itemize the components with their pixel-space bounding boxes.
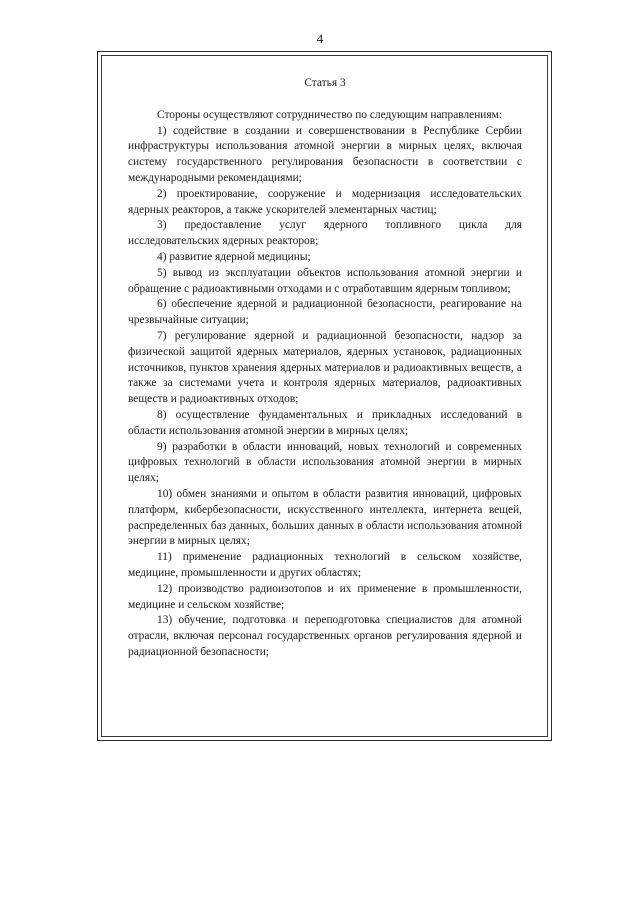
list-item: 6) обеспечение ядерной и радиационной безопасности, реагирование на чрезвычайные ситуации; bbox=[128, 298, 522, 327]
article-title: Статья 3 bbox=[304, 77, 346, 89]
list-item: 11) применение радиационных технологий в сельском хозяйстве, медицине, промышленности и других областях; bbox=[128, 551, 522, 579]
list-item: 5) вывод из эксплуатации объектов использования атомной энергии и обращение с радиоактивными отходами и с отработавшим ядерным топливом; bbox=[128, 266, 522, 295]
list-item: 9) разработки в области инноваций, новых технологий и современных цифровых технологий в области использования атомной энергии в мирных целях; bbox=[128, 440, 522, 485]
list-item: 12) производство радиоизотопов и их применение в промышленности, медицине и сельском хозяйстве; bbox=[128, 582, 522, 611]
list-item: 1) содействие в создании и совершенствовании в Республике Сербии инфраструктуры использования атомной энергии в мирных целях, включая систему государственного регулирования безопасности в соответствии с международными рекомендациями; bbox=[128, 124, 522, 184]
list-item: 3) предоставление услуг ядерного топливного цикла для исследовательских ядерных реакторов; bbox=[128, 219, 522, 248]
page-number: 4 bbox=[316, 31, 324, 46]
list-item: 13) обучение, подготовка и переподготовка специалистов для атомной отрасли, включая персонал государственных органов регулирования ядерной и радиационной безопасности; bbox=[128, 614, 522, 658]
list-item: 2) проектирование, сооружение и модернизация исследовательских ядерных реакторов, а также ускорителей элементарных частиц; bbox=[128, 187, 522, 216]
list-item: 4) развитие ядерной медицины; bbox=[157, 250, 311, 263]
list-item: 8) осуществление фундаментальных и прикладных исследований в области использования атомной энергии в мирных целях; bbox=[128, 408, 522, 437]
list-item: 10) обмен знаниями и опытом в области развития инноваций, цифровых платформ, кибербезопасности, искусственного интеллекта, интернета вещей, распределенных баз данных, больших данных в области использования атомной энергии в мирных целях; bbox=[128, 487, 522, 548]
list-item: 7) регулирование ядерной и радиационной безопасности, надзор за физической защитой ядерных материалов, ядерных установок, радиационных источников, пунктов хранения ядерных материалов и радиоактивных веществ, а также за системами учета и контроля ядерных материалов, радиоактивных веществ и радиоактивных отходов; bbox=[128, 329, 522, 406]
article-body bbox=[128, 76, 522, 661]
intro-paragraph: Стороны осуществляют сотрудничество по следующим направлениям: bbox=[157, 108, 503, 121]
